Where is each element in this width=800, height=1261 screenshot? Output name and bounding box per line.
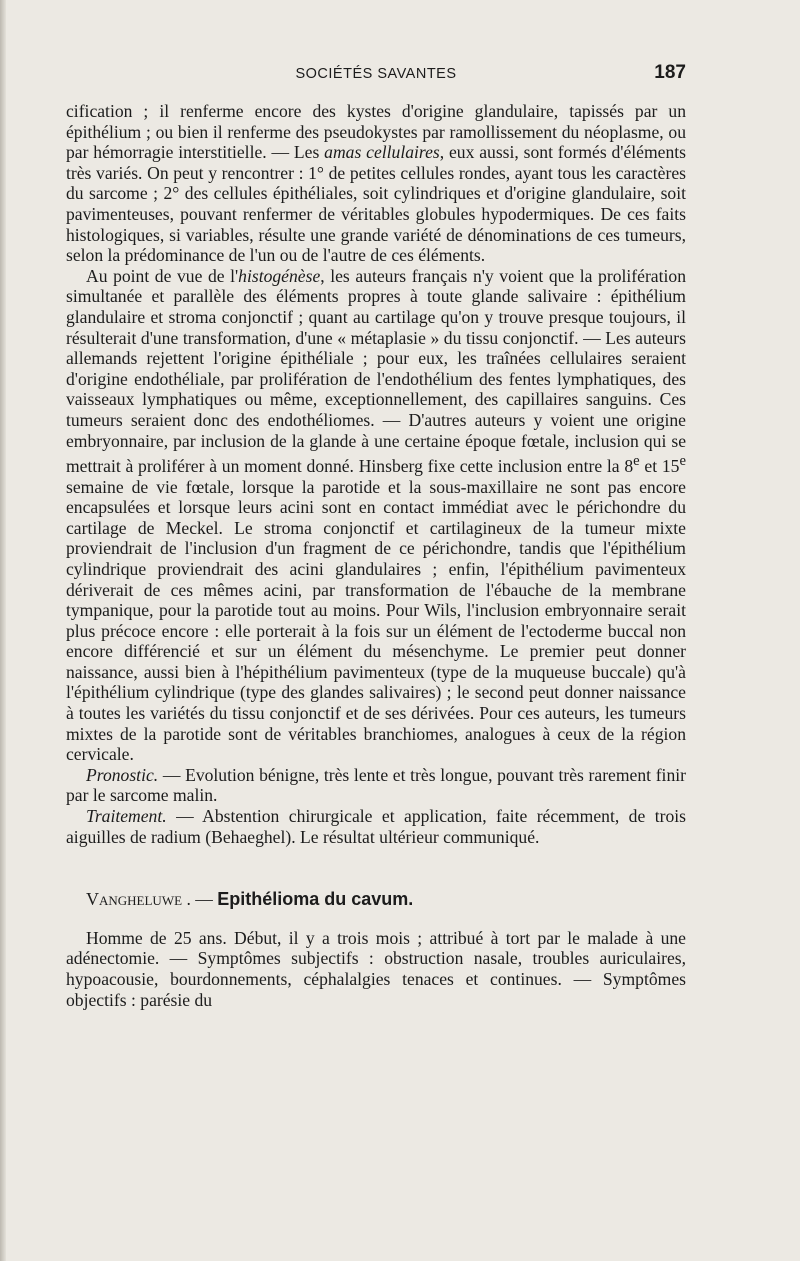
page-number: 187 (654, 62, 686, 83)
case-title: Epithélioma du cavum. (217, 889, 414, 910)
section-gap (66, 847, 686, 889)
section-label-treatment: Traitement. (86, 806, 167, 827)
paragraph-histogenesis (66, 266, 686, 765)
text-run: et 15 (639, 455, 680, 476)
text-run: , les auteurs français n'y voient que la prolifération simultanée et parallèle des éléments propres à toute glande salivaire : épithélium glandulaire et stroma conjonctif ; quant au cartilage qu'on y trouve presque toujours, il résulterait d'une transformation, d'une « métaplasie » du tissu conjonctif. — Les auteurs allemands rejettent l'origine épithéliale ; pour eux, les traînées cellulaires seraient d'origine endothéliale, par prolifération de l'endothélium des fentes lymphatiques, des vaisseaux lymphatiques ou même, exceptionnellement, des capillaires sanguins. Ces tumeurs seraient donc des endothéliomes. — D'autres auteurs y voient une origine embryonnaire, par inclusion de la glande à une certaine époque fœtale, inclusion qui se mettrait à proliférer à un moment donné. Hinsberg fixe cette inclusion entre la 8 (66, 265, 686, 476)
text-run: Au point de vue de l' (86, 265, 239, 286)
text-run: , eux aussi, sont formés d'éléments très variés. On peut y rencontrer : 1° de petites cellules rondes, ayant tous les caractères du sarcome ; 2° des cellules épithéliales, soit cylindriques et d'origine glandulaire, soit pavimenteuses, pouvant renfermer de véritables globules hypodermiques. De ces faits histologiques, si variables, résulte une grande variété de dénominations de ces tumeurs, selon la prédominance de l'un ou de l'autre de ces éléments. (66, 142, 686, 266)
text-run: cification ; il renferme encore des kystes d'origine glandulaire, tapissés par un épithélium ; ou bien il renferme des pseudokystes par ramollissement du néoplasme, ou par hémorragie interstitielle. — Les (66, 101, 686, 163)
italic-term: histogénèse (238, 265, 321, 286)
paragraph-treatment (66, 806, 686, 847)
page-edge-shadow (0, 0, 6, 1261)
paragraph-case-description: Homme de 25 ans. Début, il y a trois mois ; attribué à tort par le malade à une adénectomie. — Symptômes subjectifs : obstruction nasale, troubles auriculaires, hypoacousie, bourdonnements, céphalalgies tenaces et continues. — Symptômes objectifs : parésie du (66, 927, 686, 1010)
italic-term: amas cellulaires (324, 142, 440, 163)
section-gap (66, 910, 686, 928)
paragraph-prognosis (66, 765, 686, 806)
superscript: e (633, 453, 640, 470)
section-label-prognosis: Pronostic. (86, 764, 159, 785)
superscript: e (679, 453, 686, 470)
text-run: — Abstention chirurgicale et application, faite récemment, de trois aiguilles de radium (Behaeghel). Le résultat ultérieur communiqué. (66, 806, 686, 847)
case-author: Vangheluwe (86, 889, 183, 910)
case-separator: . — (182, 889, 218, 910)
body-text (66, 101, 686, 1010)
text-run: semaine de vie fœtale, lorsque la parotide et la sous-maxillaire ne sont pas encore encapsulées et lorsque leurs acini sont en contact immédiat avec le périchondre du cartilage de Meckel. Le stroma conjonctif et cartilagineux de la tumeur mixte proviendrait de l'inclusion d'un fragment de ce périchondre, tandis que l'épithélium cylindrique proviendrait des acini glandulaires ; enfin, l'épithélium pavimenteux dériverait de ces mêmes acini, par transformation de l'ébauche de la membrane tympanique, pour la parotide tout au moins. Pour Wils, l'inclusion embryonnaire serait plus précoce encore : elle porterait à la fois sur un élément de l'ectoderme buccal non encore différencié et sur un élément du mésenchyme. Le premier peut donner naissance, aussi bien à l'hépithélium pavimenteux (type de la muqueuse buccale) qu'à l'épithélium cylindrique (type des glandes salivaires) ; le second peut donner naissance à toutes les variétés du tissu conjonctif et de ses dérivées. Pour ces auteurs, les tumeurs mixtes de la parotide sont de véritables branchiomes, analogues à ceux de la région cervicale. (66, 476, 686, 765)
running-header (66, 62, 686, 86)
text-run: — Evolution bénigne, très lente et très longue, pouvant très rarement finir par le sarcome malin. (66, 764, 686, 806)
case-heading (66, 889, 686, 910)
running-title: SOCIÉTÉS SAVANTES (295, 66, 457, 82)
paragraph-histology (66, 101, 686, 266)
